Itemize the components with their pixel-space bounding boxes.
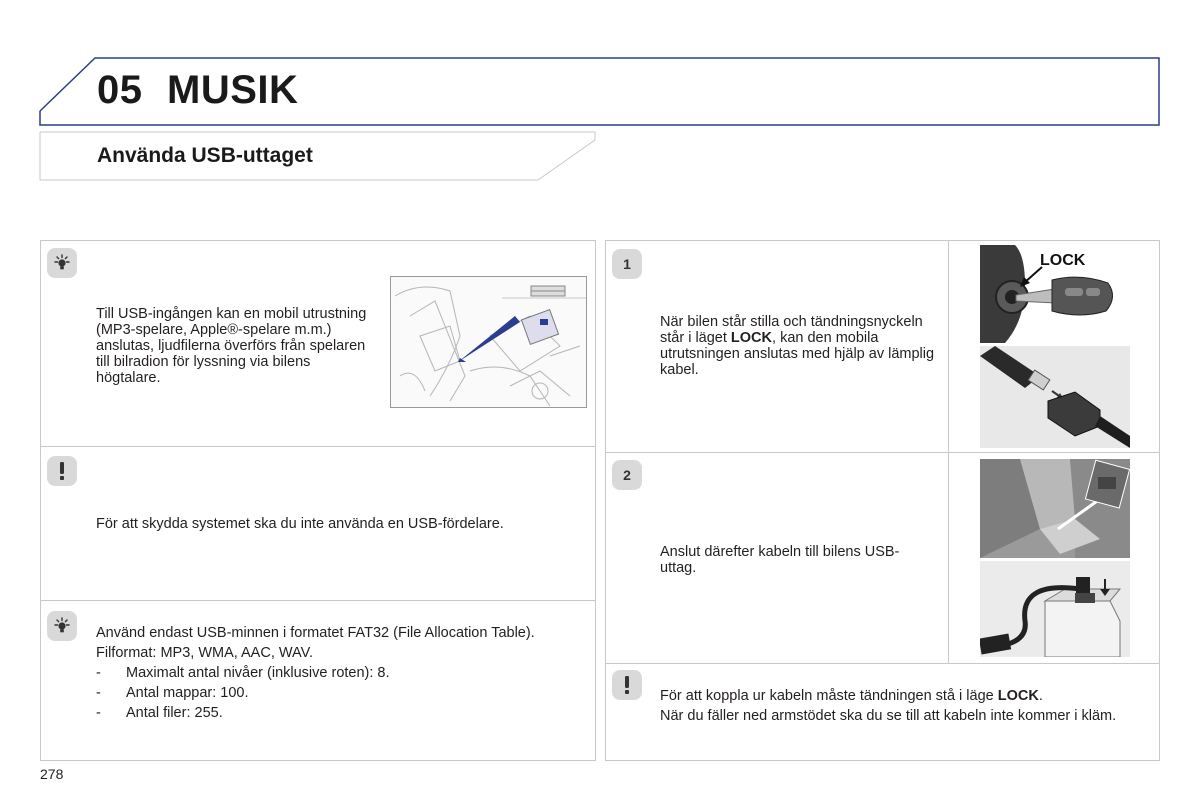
usb-console-illustration [390,276,587,408]
step-badge-2: 2 [612,460,642,490]
info-badge-format [47,611,77,641]
list-item: - Maximalt antal nivåer (inklusive roten): 8. [96,665,556,681]
armrest-warning: När du fäller ned armstödet ska du se till att kabeln inte kommer i kläm. [660,708,1117,724]
step2-text: Anslut därefter kabeln till bilens USB-uttag. [660,544,900,576]
warning-text-usb-hub: För att skydda systemet ska du inte använda en USB-fördelare. [96,516,504,532]
lightbulb-icon [52,253,72,273]
warning-badge-right [612,670,642,700]
lock-keyword: LOCK [730,330,773,346]
section-title: Använda USB-uttaget [97,144,313,167]
lock-label: LOCK [1040,252,1086,269]
format-limits-list [96,665,556,721]
format-text-block [96,625,556,721]
lightbulb-icon [52,616,72,636]
info-text-usb: Till USB-ingången kan en mobil utrustning (MP3-spelare, Apple®-spelare m.m.) anslutas, ljudfilerna överförs från spelaren till bilradion för lyssning via bilens högtalare. [96,306,367,386]
armrest-illustration [980,459,1130,558]
warning-text-unplug: För att koppla ur kabeln måste tändningen stå i läge LOCK. När du fäller ned armstödet ska du se till att kabeln inte kommer i kläm. [660,688,1140,724]
page-number: 278 [40,766,64,782]
info-badge [47,248,77,278]
chapter-number: 05 [97,68,143,112]
step2-image-divider [948,452,949,664]
step1-image-divider [948,240,949,453]
exclamation-icon [617,674,637,696]
lock-keyword: LOCK [997,688,1039,704]
step-badge-1: 1 [612,249,642,279]
usb-cable-illustration [980,346,1130,448]
key-lock-illustration [980,245,1130,343]
format-list-title: Filformat: MP3, WMA, AAC, WAV. [96,645,313,661]
exclamation-icon [52,460,72,482]
chapter-title: MUSIK [167,68,299,112]
list-item: - Antal mappar: 100. [96,685,556,701]
warning-badge-left [47,456,77,486]
format-intro: Använd endast USB-minnen i formatet FAT32 (File Allocation Table). [96,625,535,641]
list-item: - Antal filer: 255. [96,705,556,721]
step1-text: När bilen står stilla och tändningsnyckeln står i läget LOCK, kan den mobila utrutsningen anslutas med hjälp av lämplig kabel. [660,314,935,378]
usb-port-illustration [980,561,1130,657]
